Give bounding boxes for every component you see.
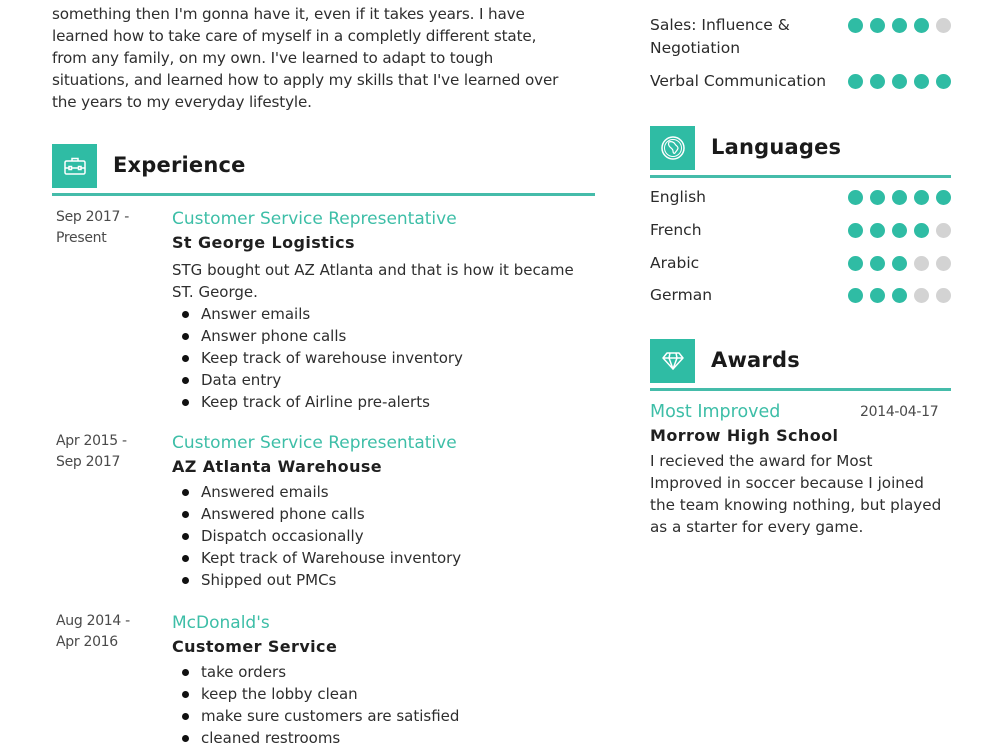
rating-dot-filled — [848, 18, 863, 33]
languages-section-header — [650, 126, 951, 174]
section-divider — [650, 388, 951, 391]
summary-line: from any family, on my own. I've learned to adapt to tough — [52, 49, 494, 67]
bullet-text: make sure customers are satisfied — [201, 707, 460, 725]
job-bullets — [172, 481, 602, 591]
rating-dot-filled — [892, 256, 907, 271]
language-label: Arabic — [650, 254, 700, 272]
bullet-icon — [182, 511, 189, 518]
bullet-item — [172, 683, 602, 705]
date-start: Aug 2014 - — [56, 613, 130, 629]
skill-rating — [848, 74, 951, 89]
bullet-text: Dispatch occasionally — [201, 527, 364, 545]
rating-dot-empty — [936, 256, 951, 271]
bullet-item — [172, 503, 602, 525]
section-divider — [650, 175, 951, 178]
date-start: Apr 2015 - — [56, 433, 127, 449]
description-line: the team knowing nothing, but played — [650, 496, 942, 514]
summary-line: situations, and learned how to apply my skills that I've learned over — [52, 71, 559, 89]
rating-dot-filled — [892, 190, 907, 205]
rating-dot-filled — [848, 288, 863, 303]
bullet-text: Keep track of Airline pre-alerts — [201, 393, 430, 411]
rating-dot-empty — [914, 256, 929, 271]
rating-dot-filled — [914, 190, 929, 205]
bullet-item — [172, 727, 602, 749]
job-description — [172, 259, 602, 303]
bullet-text: keep the lobby clean — [201, 685, 358, 703]
section-title: Languages — [711, 135, 842, 159]
bullet-icon — [182, 489, 189, 496]
skill-rating — [848, 18, 951, 33]
bullet-icon — [182, 533, 189, 540]
job-body — [172, 207, 602, 413]
summary-line: something then I'm gonna have it, even if it takes years. I have — [52, 5, 525, 23]
job-bullets — [172, 303, 602, 413]
job-body — [172, 431, 602, 591]
summary-line: learned how to take care of myself in a completly different state, — [52, 27, 537, 45]
rating-dot-filled — [914, 74, 929, 89]
description-line: Improved in soccer because I joined — [650, 474, 924, 492]
date-end: Sep 2017 — [56, 454, 121, 470]
award-description — [650, 450, 951, 538]
job-dates — [56, 611, 156, 653]
rating-dot-filled — [870, 18, 885, 33]
rating-dot-filled — [870, 223, 885, 238]
bullet-item — [172, 525, 602, 547]
rating-dot-filled — [848, 223, 863, 238]
job-dates — [56, 207, 156, 249]
job-title: McDonald's — [172, 613, 270, 633]
rating-dot-filled — [892, 74, 907, 89]
briefcase-icon — [52, 144, 97, 188]
rating-dot-filled — [870, 74, 885, 89]
bullet-text: Keep track of warehouse inventory — [201, 349, 463, 367]
experience-section-header — [52, 144, 595, 192]
language-rating — [848, 190, 951, 205]
job-dates — [56, 431, 156, 473]
rating-dot-filled — [870, 256, 885, 271]
bullet-icon — [182, 333, 189, 340]
language-rating — [848, 288, 951, 303]
awards-section-header — [650, 339, 951, 387]
bullet-text: take orders — [201, 663, 287, 681]
rating-dot-filled — [892, 288, 907, 303]
section-title: Awards — [711, 348, 800, 372]
rating-dot-empty — [914, 288, 929, 303]
description-line: as a starter for every game. — [650, 518, 864, 536]
rating-dot-filled — [936, 74, 951, 89]
bullet-item — [172, 347, 602, 369]
language-label: German — [650, 286, 713, 304]
bullet-icon — [182, 691, 189, 698]
rating-dot-filled — [914, 223, 929, 238]
bullet-text: Answered phone calls — [201, 505, 365, 523]
rating-dot-empty — [936, 18, 951, 33]
company-name: St George Logistics — [172, 233, 355, 252]
company-name: AZ Atlanta Warehouse — [172, 457, 383, 476]
bullet-text: Answer emails — [201, 305, 311, 323]
bullet-text: Answer phone calls — [201, 327, 347, 345]
rating-dot-filled — [848, 74, 863, 89]
language-rating — [848, 256, 951, 271]
bullet-item — [172, 303, 602, 325]
bullet-icon — [182, 669, 189, 676]
description-line: ST. George. — [172, 283, 258, 301]
bullet-icon — [182, 377, 189, 384]
date-start: Sep 2017 - — [56, 209, 129, 225]
bullet-item — [172, 481, 602, 503]
bullet-icon — [182, 355, 189, 362]
section-title: Experience — [113, 153, 246, 177]
section-divider — [52, 193, 595, 196]
skill-label: Verbal Communication — [650, 72, 827, 90]
company-name: Customer Service — [172, 637, 338, 656]
job-bullets — [172, 661, 602, 749]
diamond-icon — [650, 339, 695, 383]
bullet-icon — [182, 555, 189, 562]
bullet-item — [172, 547, 602, 569]
skill-label-line: Negotiation — [650, 39, 741, 57]
rating-dot-filled — [870, 288, 885, 303]
bullet-text: cleaned restrooms — [201, 729, 341, 747]
description-line: STG bought out AZ Atlanta and that is how it became — [172, 261, 574, 279]
bullet-item — [172, 705, 602, 727]
rating-dot-filled — [848, 190, 863, 205]
language-rating — [848, 223, 951, 238]
bullet-text: Shipped out PMCs — [201, 571, 337, 589]
rating-dot-empty — [936, 223, 951, 238]
skill-label — [650, 14, 840, 60]
language-label: French — [650, 221, 702, 239]
bullet-item — [172, 569, 602, 591]
description-line: I recieved the award for Most — [650, 452, 873, 470]
rating-dot-filled — [914, 18, 929, 33]
summary-line: the years to my everyday lifestyle. — [52, 93, 312, 111]
award-date: 2014-04-17 — [860, 404, 939, 420]
date-end: Present — [56, 230, 107, 246]
globe-icon — [650, 126, 695, 170]
bullet-item — [172, 325, 602, 347]
bullet-icon — [182, 713, 189, 720]
summary-text — [52, 3, 595, 113]
award-name: Most Improved — [650, 402, 781, 422]
award-organization: Morrow High School — [650, 426, 839, 445]
bullet-item — [172, 369, 602, 391]
bullet-text: Data entry — [201, 371, 282, 389]
skill-label-line: Sales: Influence & — [650, 16, 790, 34]
rating-dot-filled — [848, 256, 863, 271]
bullet-icon — [182, 311, 189, 318]
bullet-text: Kept track of Warehouse inventory — [201, 549, 462, 567]
job-title: Customer Service Representative — [172, 433, 457, 453]
rating-dot-empty — [936, 288, 951, 303]
job-title: Customer Service Representative — [172, 209, 457, 229]
date-end: Apr 2016 — [56, 634, 118, 650]
bullet-icon — [182, 735, 189, 742]
bullet-icon — [182, 399, 189, 406]
bullet-icon — [182, 577, 189, 584]
rating-dot-filled — [892, 223, 907, 238]
bullet-item — [172, 661, 602, 683]
job-body — [172, 611, 602, 749]
rating-dot-filled — [892, 18, 907, 33]
rating-dot-filled — [936, 190, 951, 205]
bullet-item — [172, 391, 602, 413]
bullet-text: Answered emails — [201, 483, 329, 501]
rating-dot-filled — [870, 190, 885, 205]
language-label: English — [650, 188, 706, 206]
